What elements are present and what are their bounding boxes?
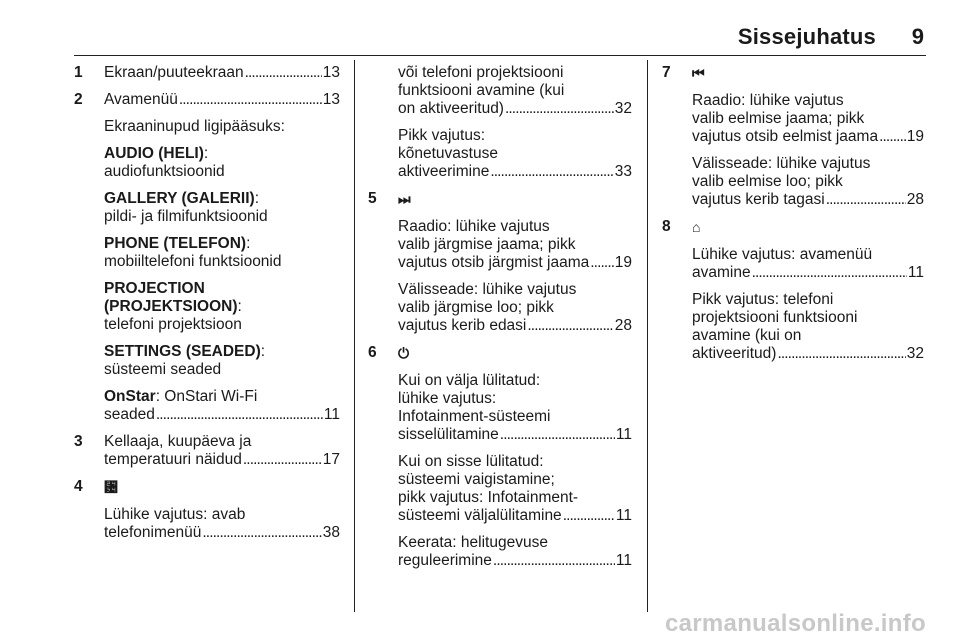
- phone-item: PHONE (TELEFON): mobiiltelefoni funktsioonid: [104, 235, 282, 270]
- column-2: [368, 64, 632, 579]
- page-ref[interactable]: 11: [615, 552, 632, 569]
- phone-label: PHONE (TELEFON): [104, 235, 247, 252]
- entry-number: 2: [74, 91, 83, 108]
- onstar-item: OnStar: OnStari Wi-Fi seaded . . . 11: [74, 388, 340, 424]
- entry-7-radio: Raadio: lühike vajutus valib eelmise jaama; pikk vajutus otsib eelmist jaama . . . 19: [662, 92, 924, 146]
- entry-5-external: Välisseade: lühike vajutus valib järgmise loo; pikk vajutus kerib edasi . . . 28: [368, 281, 632, 335]
- page-number: 9: [911, 24, 924, 49]
- entry-8-long: Pikk vajutus: telefoni projektsiooni funktsiooni avamine (kui on aktiveeritud) . . . 32: [662, 291, 924, 363]
- entry-number: 4: [74, 478, 83, 495]
- page-ref[interactable]: 17: [322, 451, 340, 468]
- entry-2: [74, 91, 340, 109]
- entry-8-short: Lühike vajutus: avamenüü avamine . . . 11: [662, 246, 924, 282]
- power-icon: ⏻: [398, 345, 410, 361]
- gallery-label: GALLERY (GALERII): [104, 190, 255, 207]
- entry-4-continued: või telefoni projektsiooni funktsiooni avamine (kui on aktiveeritud) . . . 32: [368, 64, 632, 118]
- page-title: Sissejuhatus: [737, 24, 876, 49]
- entry-4: [74, 478, 340, 497]
- entry-6-on: Kui on sisse lülitatud: süsteemi vaigistamine; pikk vajutus: Infotainment- süsteemi väljalülitamine . . . 11: [368, 453, 632, 525]
- column-divider-1: [354, 60, 355, 612]
- access-heading: Ekraaninupud ligipääsuks:: [104, 118, 285, 135]
- entry-6-off: Kui on välja lülitatud: lühike vajutus: Infotainment-süsteemi sisselülitamine . . . 11: [368, 372, 632, 444]
- entry-4-desc: Lühike vajutus: avab telefonimenüü . . . 38: [74, 506, 340, 542]
- toc-line: Ekraan/puuteekraan . . . 13: [104, 64, 340, 82]
- page-ref[interactable]: 19: [614, 254, 632, 271]
- audio-label: AUDIO (HELI): [104, 145, 204, 162]
- column-3: [662, 64, 924, 372]
- entry-4-long-press: Pikk vajutus: kõnetuvastuse aktiveerimine . . . 33: [368, 127, 632, 181]
- page-ref[interactable]: 11: [615, 426, 632, 443]
- page-ref[interactable]: 32: [614, 100, 632, 117]
- gallery-item: GALLERY (GALERII): pildi- ja filmifunktsioonid: [104, 190, 268, 225]
- next-track-icon: ⏭: [398, 191, 411, 207]
- previous-track-icon: ⏮: [692, 65, 705, 81]
- page-ref[interactable]: 32: [906, 345, 924, 362]
- page-ref[interactable]: 11: [907, 264, 924, 281]
- home-icon: ⌂: [692, 219, 701, 235]
- audio-item: AUDIO (HELI): audiofunktsioonid: [104, 145, 225, 180]
- entry-3: 3 Kellaaja, kuupäeva ja temperatuuri näidud . . . 17: [74, 433, 340, 469]
- phone-icon: ␴: [104, 479, 118, 495]
- watermark: carmanualsonline.info: [664, 610, 926, 637]
- page-ref[interactable]: 13: [322, 64, 340, 81]
- header-rule: [74, 55, 926, 56]
- entry-7: [662, 64, 924, 83]
- entry-number: 3: [74, 433, 83, 450]
- entry-5: [368, 190, 632, 209]
- entry-5-radio: Raadio: lühike vajutus valib järgmise jaama; pikk vajutus otsib järgmist jaama . . . 19: [368, 218, 632, 272]
- onstar-label: OnStar: [104, 388, 156, 405]
- page-ref[interactable]: 28: [906, 191, 924, 208]
- projection-item: PROJECTION (PROJEKTSIOON): telefoni projektsioon: [104, 280, 242, 333]
- page-ref[interactable]: 33: [614, 163, 632, 180]
- settings-label: SETTINGS (SEADED): [104, 343, 261, 360]
- page-ref[interactable]: 13: [322, 91, 340, 108]
- entry-number: 6: [368, 344, 377, 361]
- entry-8: [662, 218, 924, 237]
- entry-1: [74, 64, 340, 82]
- entry-7-external: Välisseade: lühike vajutus valib eelmise loo; pikk vajutus kerib tagasi . . . 28: [662, 155, 924, 209]
- settings-item: SETTINGS (SEADED): süsteemi seaded: [104, 343, 266, 378]
- page-ref[interactable]: 19: [906, 128, 924, 145]
- entry-6: [368, 344, 632, 363]
- column-1: [74, 64, 340, 551]
- entry-number: 7: [662, 64, 671, 81]
- entry-6-volume: Keerata: helitugevuse reguleerimine . . . 11: [368, 534, 632, 570]
- entry-number: 8: [662, 218, 671, 235]
- column-divider-2: [647, 60, 648, 612]
- entry-number: 1: [74, 64, 83, 81]
- page-ref[interactable]: 28: [614, 317, 632, 334]
- page-ref[interactable]: 11: [323, 406, 340, 423]
- page-ref[interactable]: 38: [322, 524, 340, 541]
- toc-line: Avamenüü . . . 13: [104, 91, 340, 109]
- page-ref[interactable]: 11: [615, 507, 632, 524]
- entry-number: 5: [368, 190, 377, 207]
